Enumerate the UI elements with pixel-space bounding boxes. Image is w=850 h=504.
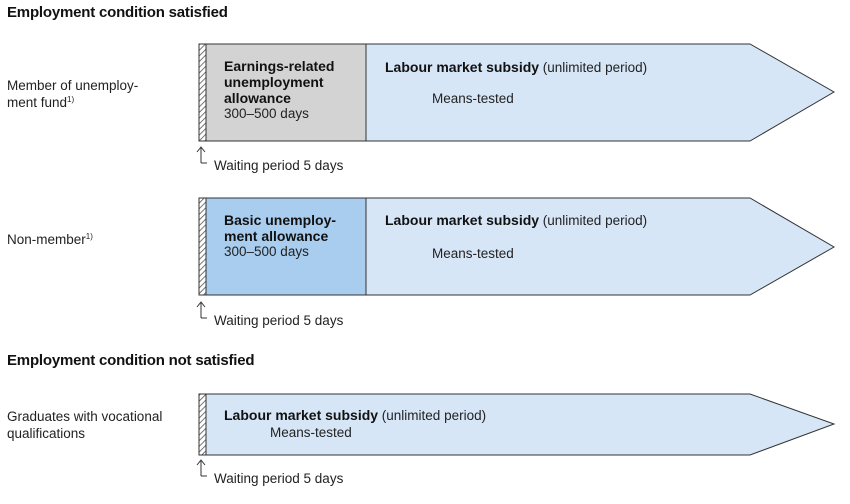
row2-subsidy-period: (unlimited period) <box>539 213 648 228</box>
row2-label-line1: Non-member <box>7 232 86 247</box>
row2-subsidy-label <box>385 212 647 228</box>
row1-means-tested: Means-tested <box>432 91 514 106</box>
row1-allowance-title-1: Earnings-related <box>224 58 335 74</box>
row3-subsidy-label <box>224 407 486 423</box>
row2-footnote: 1) <box>85 232 93 241</box>
row1-subsidy-period: (unlimited period) <box>539 60 648 75</box>
row1-label-line2: ment fund <box>7 95 68 110</box>
row1-allowance-title-3: allowance <box>224 90 291 106</box>
row2-means-tested: Means-tested <box>432 246 514 261</box>
row3-label-line1: Graduates with vocational <box>7 409 163 424</box>
row2-waiting-hatch <box>199 198 206 295</box>
heading-employment-satisfied: Employment condition satisfied <box>7 4 228 21</box>
row1-footnote: 1) <box>67 95 75 104</box>
row1-label-line1: Member of unemploy- <box>7 78 139 93</box>
row2-waiting-arrow-icon <box>197 302 207 318</box>
row1-waiting-arrow-icon <box>197 147 207 163</box>
row1-waiting-hatch <box>199 44 206 141</box>
row3-label <box>7 408 162 442</box>
row3-waiting-hatch <box>199 394 206 455</box>
heading-employment-not-satisfied: Employment condition not satisfied <box>7 352 255 369</box>
row3-means-tested: Means-tested <box>270 425 352 440</box>
row1-subsidy-bold: Labour market subsidy <box>385 59 540 75</box>
row2-allowance-text <box>224 212 336 260</box>
row3-label-line2: qualifications <box>7 426 86 441</box>
row1-label <box>7 77 138 111</box>
row1-waiting-period: Waiting period 5 days <box>214 158 344 173</box>
row3-subsidy-bold: Labour market subsidy <box>224 407 379 423</box>
row1-allowance-duration: 300–500 days <box>224 106 309 121</box>
row3-subsidy-period: (unlimited period) <box>378 408 487 423</box>
row2-allowance-title-1: Basic unemploy- <box>224 212 337 228</box>
row2-allowance-title-2: ment allowance <box>224 228 329 244</box>
row3-waiting-arrow-icon <box>197 460 207 476</box>
row2-waiting-period: Waiting period 5 days <box>214 313 344 328</box>
row1-allowance-text <box>224 58 334 122</box>
row2-subsidy-bold: Labour market subsidy <box>385 212 540 228</box>
row2-allowance-duration: 300–500 days <box>224 244 309 259</box>
row1-allowance-title-2: unemployment <box>224 74 324 90</box>
row3-waiting-period: Waiting period 5 days <box>214 471 344 486</box>
row1-subsidy-label <box>385 59 647 75</box>
row2-label <box>7 231 93 248</box>
